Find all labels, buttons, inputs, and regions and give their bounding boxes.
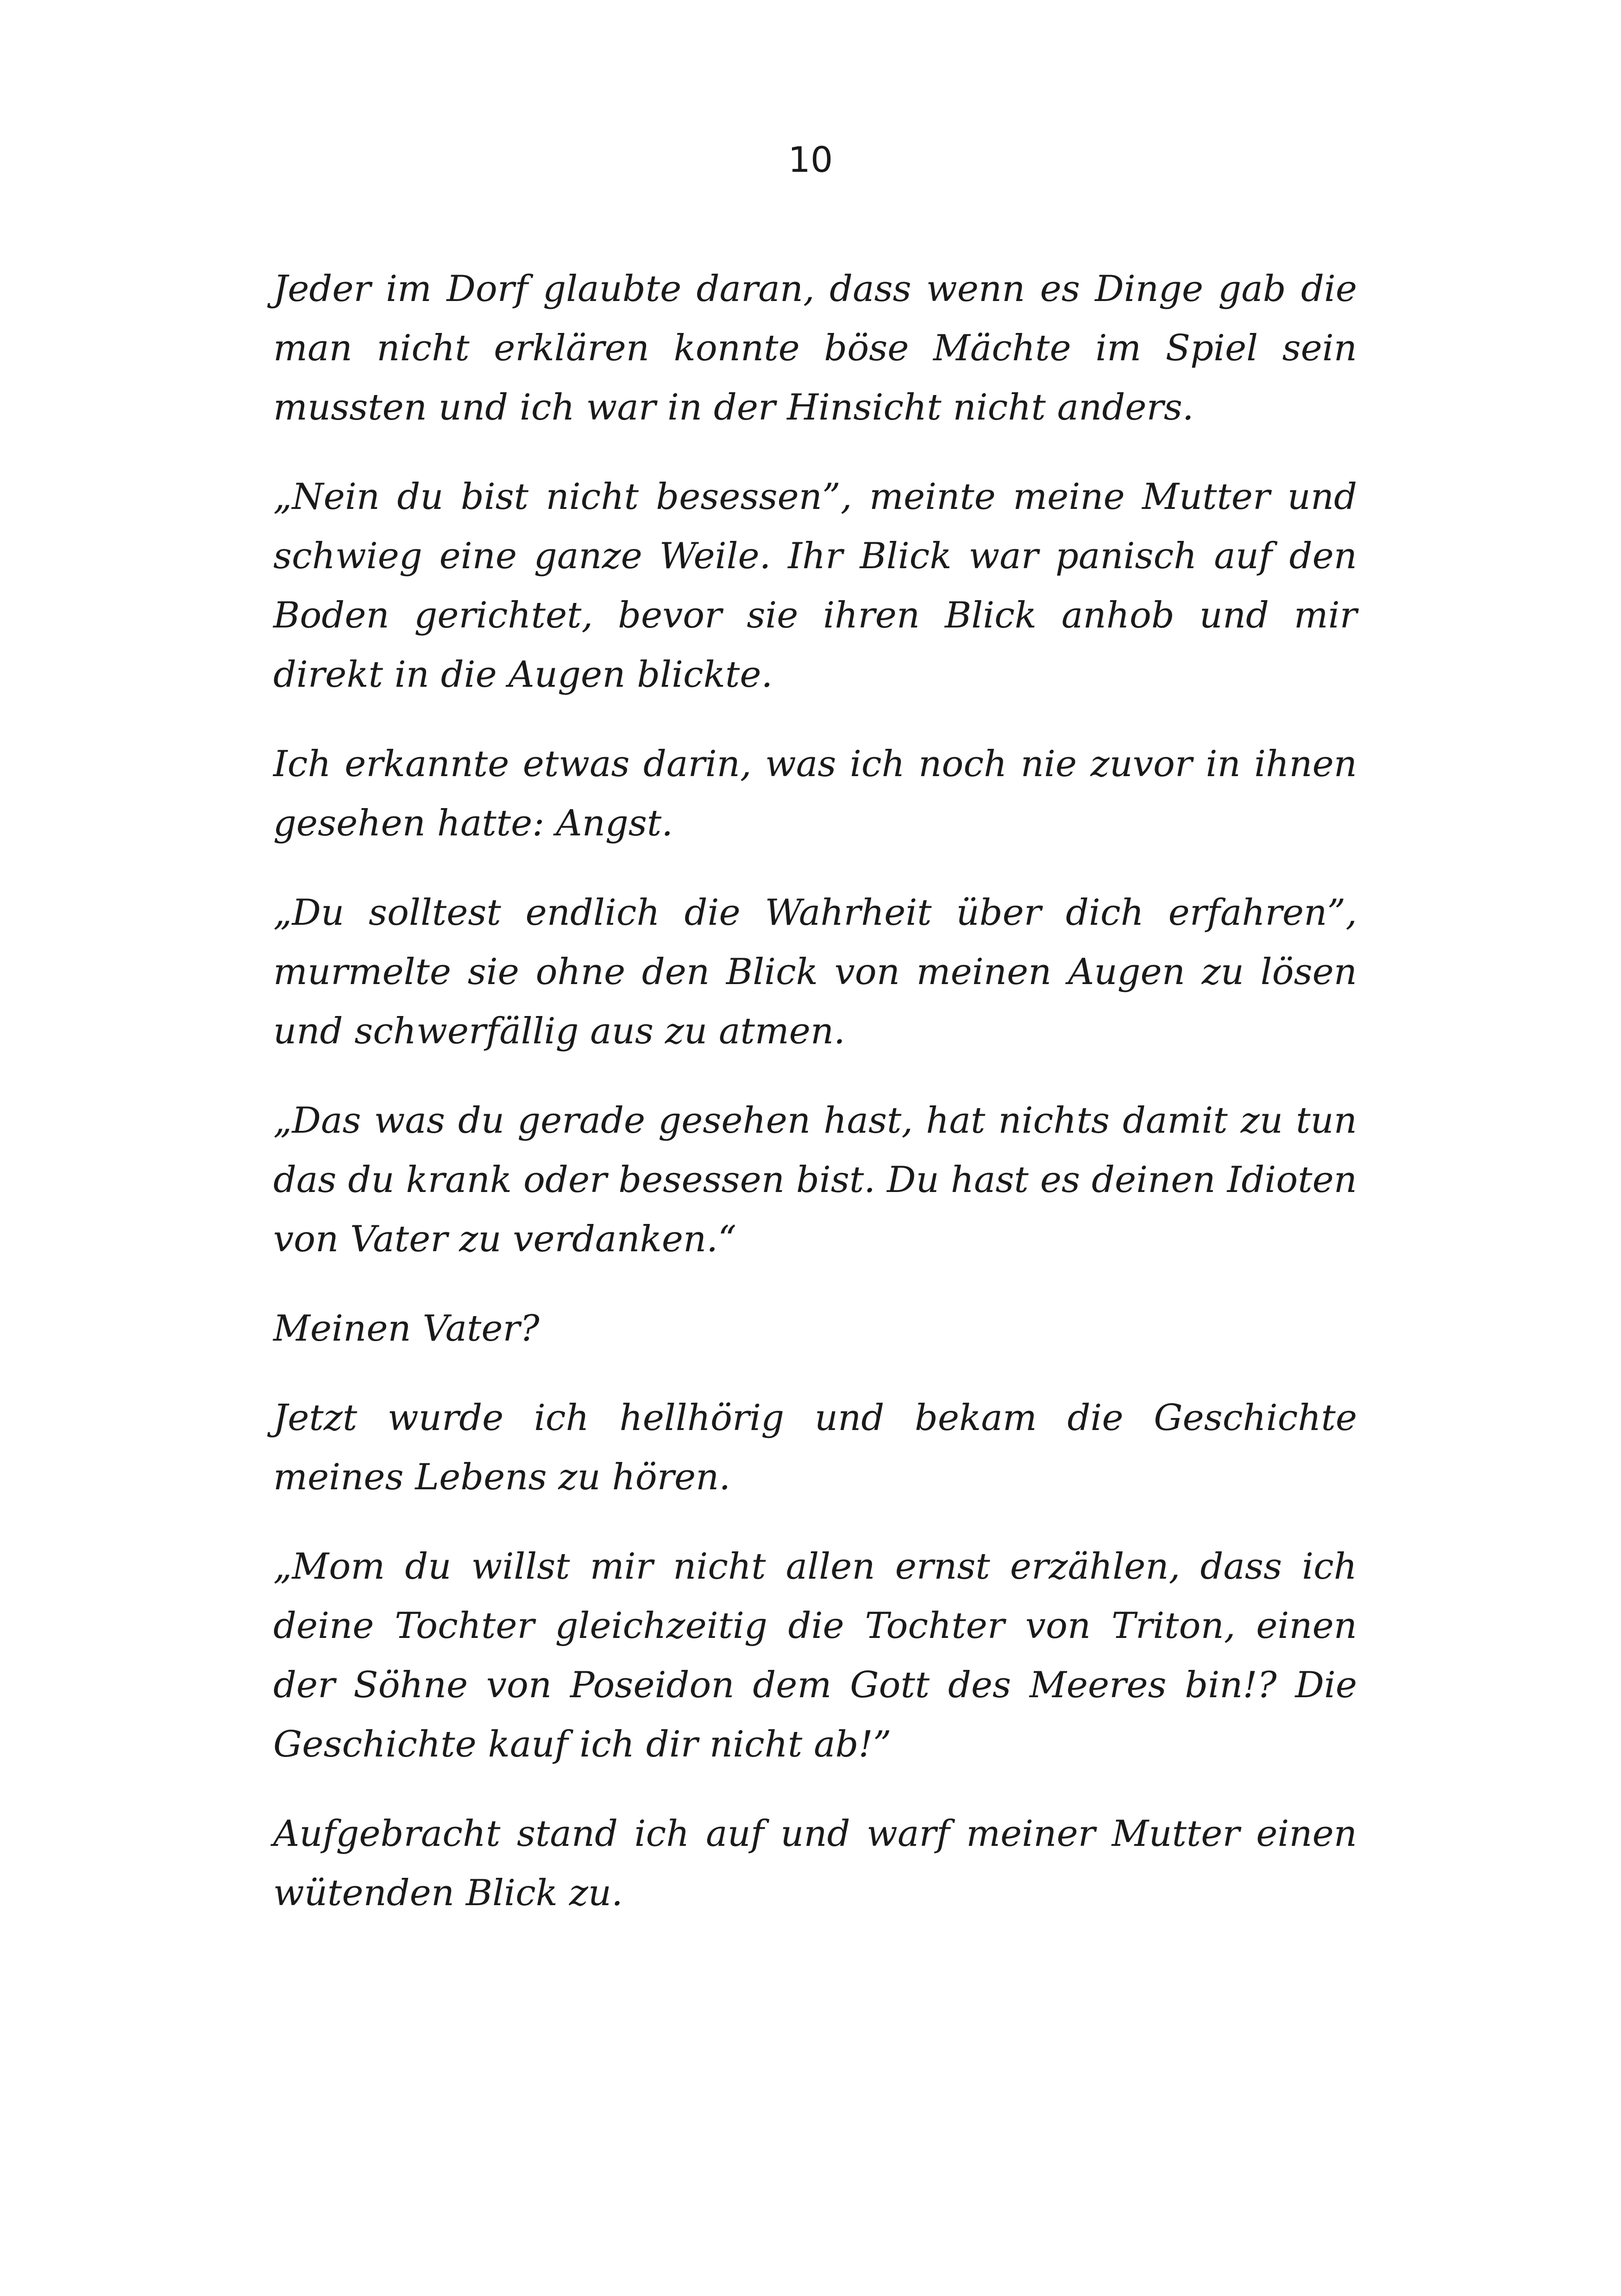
paragraph-4: „Du solltest endlich die Wahrheit über dich erfahren”, murmelte sie ohne den Blick von meinen Augen zu lösen und schwerfällig aus zu atmen. bbox=[273, 892, 1357, 1052]
paragraph-6: Meinen Vater? bbox=[273, 1308, 540, 1349]
paragraph-5: „Das was du gerade gesehen hast, hat nichts damit zu tun das du krank oder besessen bist. Du hast es deinen Idioten von Vater zu verdanken.“ bbox=[273, 1100, 1357, 1260]
paragraph-2: „Nein du bist nicht besessen”, meinte meine Mutter und schwieg eine ganze Weile. Ihr Blick war panisch auf den Boden gerichtet, bevor sie ihren Blick anhob und mir direkt in die Augen blickte. bbox=[273, 476, 1357, 696]
paragraph-9: Aufgebracht stand ich auf und warf meiner Mutter einen wütenden Blick zu. bbox=[273, 1813, 1357, 1914]
page-number: 10 bbox=[788, 139, 833, 180]
paragraph-7: Jetzt wurde ich hellhörig und bekam die Geschichte meines Lebens zu hören. bbox=[273, 1397, 1357, 1498]
paragraph-1: Jeder im Dorf glaubte daran, dass wenn es Dinge gab die man nicht erklären konnte böse Mächte im Spiel sein mussten und ich war in der Hinsicht nicht anders. bbox=[273, 268, 1357, 428]
paragraph-8: „Mom du willst mir nicht allen ernst erzählen, dass ich deine Tochter gleichzeitig die Tochter von Triton, einen der Söhne von Poseidon dem Gott des Meeres bin!? Die Geschichte kauf ich dir nicht ab!” bbox=[273, 1546, 1357, 1765]
paragraph-3: Ich erkannte etwas darin, was ich noch nie zuvor in ihnen gesehen hatte: Angst. bbox=[273, 743, 1357, 844]
page-body bbox=[273, 259, 1357, 1953]
